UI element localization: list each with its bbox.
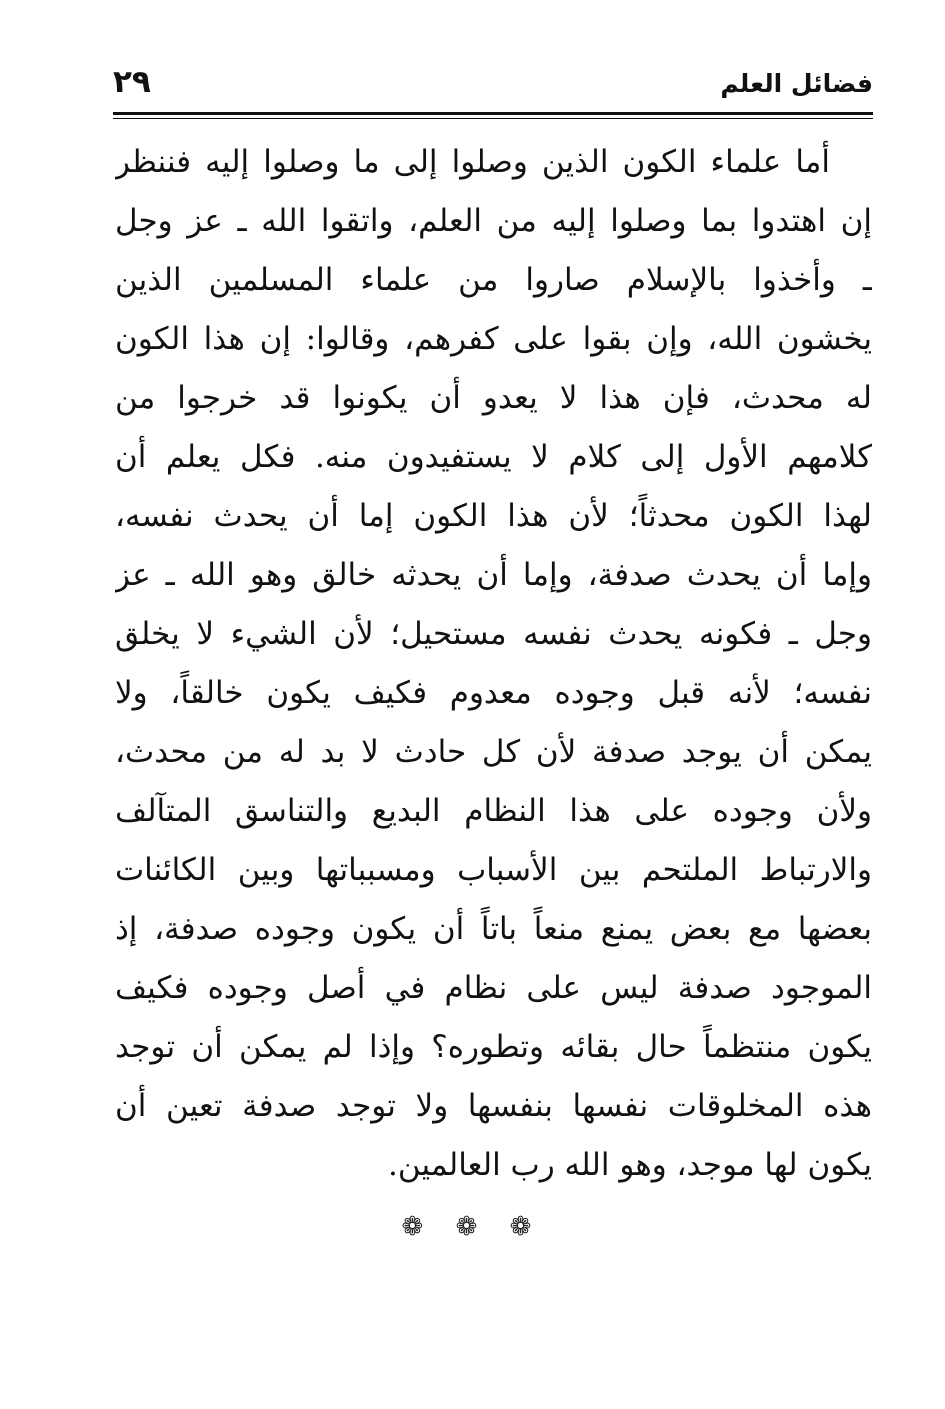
text-line: يكون منتظماً حال بقائه وتطوره؟ وإذا لم يمكن أن توجد [115,1029,872,1065]
text-line: أما علماء الكون الذين وصلوا إلى ما وصلوا إليه فننظر [115,144,830,180]
text-line: والارتباط الملتحم بين الأسباب ومسبباتها وبين الكائنات [115,852,872,888]
text-line: يكون لها موجد، وهو الله رب العالمين. [388,1147,872,1183]
text-line: وجل ـ فكونه يحدث نفسه مستحيل؛ لأن الشيء لا يخلق [115,616,872,652]
text-line: لهذا الكون محدثاً؛ لأن هذا الكون إما أن يحدث نفسه، [115,498,872,534]
running-header [113,62,873,106]
text-line: ولأن وجوده على هذا النظام البديع والتناسق المتآلف [115,793,872,829]
header-title: فضائل العلم [720,69,873,98]
text-line: بعضها مع بعض يمنع منعاً باتاً أن يكون وجوده صدفة، إذ [115,911,872,947]
text-line: نفسه؛ لأنه قبل وجوده معدوم فكيف يكون خالقاً، ولا [115,675,872,711]
header-rule-thick [113,112,873,115]
text-line: هذه المخلوقات نفسها بنفسها ولا توجد صدفة تعين أن [115,1088,872,1124]
text-line: كلامهم الأول إلى كلام لا يستفيدون منه. فكل يعلم أن [115,439,872,475]
text-line: ـ وأخذوا بالإسلام صاروا من علماء المسلمين الذين [115,262,872,298]
header-rule-thin [113,118,873,119]
text-line: يمكن أن يوجد صدفة لأن كل حادث لا بد له من محدث، [115,734,872,770]
text-line: إن اهتدوا بما وصلوا إليه من العلم، واتقوا الله ـ عز وجل [115,203,872,239]
text-line: له محدث، فإن هذا لا يعدو أن يكونوا قد خرجوا من [115,380,872,416]
text-line: يخشون الله، وإن بقوا على كفرهم، وقالوا: إن هذا الكون [115,321,872,357]
flower-ornament-icon: ❁ [455,1212,490,1242]
flower-ornament-icon: ❁ [509,1212,544,1242]
section-end-ornaments [0,1212,945,1242]
page-number: ٢٩ [113,64,151,100]
text-line: وإما أن يحدث صدفة، وإما أن يحدثه خالق وهو الله ـ عز [115,557,872,593]
flower-ornament-icon: ❁ [401,1212,436,1242]
text-line: الموجود صدفة ليس على نظام في أصل وجوده فكيف [115,970,872,1006]
body-text [115,133,872,1195]
